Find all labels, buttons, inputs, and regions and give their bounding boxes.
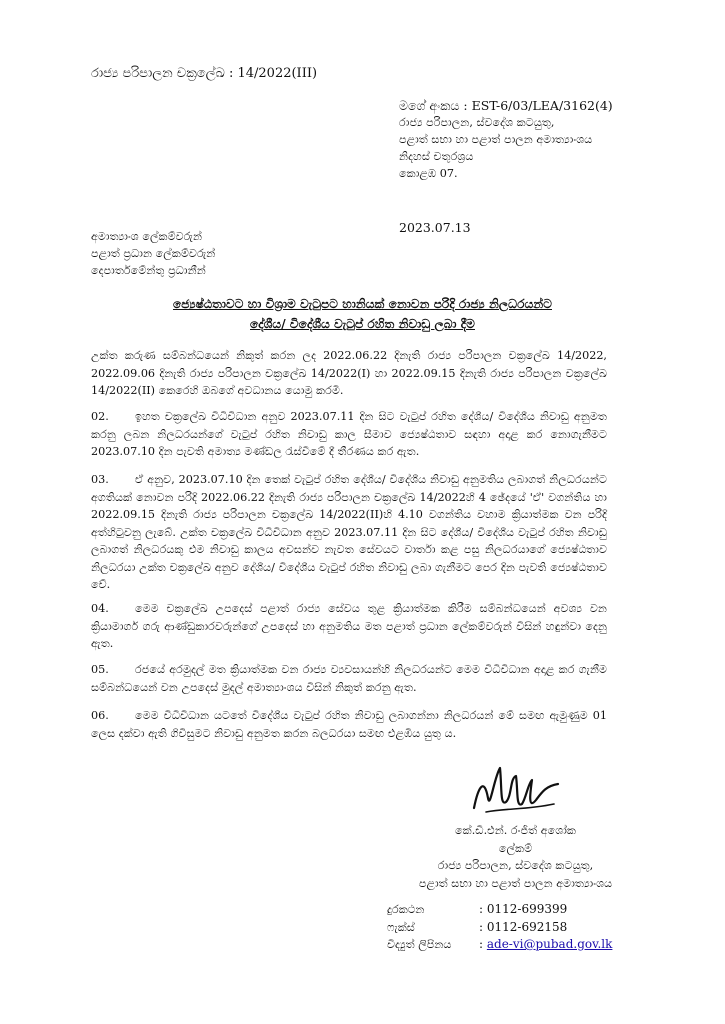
circular-number: රාජ්‍ය පරිපාලන චක්‍රලේඛ : 14/2022(III) <box>91 66 318 81</box>
fax-label: ෆැක්ස් <box>387 920 415 934</box>
paragraph-text: මෙම විධිවිධාන යටතේ විදේශීය වැටුප් රහිත නිවාඩු ලබාගන්නා නිලධරයන් මේ සමඟ ඇමුණුම 01 ලෙස දක්වා ඇති ගිවිසුමට නිවාඩු අනුමත කරන බලධරයා සමඟ එළඹීය යුතු ය. <box>91 709 607 740</box>
paragraph-text: මෙම චක්‍රලේඛ උපදෙස් පළාත් රාජ්‍ය සේවය තුළ ක්‍රියාත්මක කිරීම සම්බන්ධයෙන් අවශ්‍ය වන ක්‍රියාමාර්ග ගරු ආණ්ඩුකාරවරුන්ගේ උපදෙස් හා අනුමතිය මත පළාත් ප්‍රධාන ලේකම්වරුන් විසින් හඳුන්වා දෙනු ඇත. <box>91 602 607 650</box>
email-prefix: : <box>479 937 487 951</box>
title-line-2: දේශීය/ විදේශීය වැටුප් රහිත නිවාඩු ලබා දීම <box>250 317 475 331</box>
title-line-1: ජ්‍යෙෂ්ඨතාවට හා විශ්‍රාම වැටුපට හානියක් නොවන පරිදි රාජ්‍ය නිලධරයන්ට <box>172 297 552 311</box>
address-line-1: නිදහස් චතුරශ්‍රය <box>399 150 474 163</box>
signatory-org-2: පළාත් සභා හා පළාත් පාලන අමාත්‍යාංශය <box>418 876 613 890</box>
reference-block <box>399 97 613 182</box>
paragraph-06 <box>91 707 607 742</box>
address-line-2: කොළඹ 07. <box>399 167 458 180</box>
document-title <box>0 294 725 334</box>
ministry-line-1: රාජ්‍ය පරිපාලන, ස්වදේශ කටයුතු, <box>399 116 555 129</box>
paragraph-number: 02. <box>91 410 109 423</box>
paragraph-text: ඒ අනුව, 2023.07.10 දින තෙක් වැටුප් රහිත දේශීය/ විදේශීය නිවාඩු අනුමතිය ලබාගත් නිලධරයන්ට අගතියක් නොවන පරිදි 2022.06.22 දිනැති රාජ්‍ය පරිපාලන චක්‍රලේඛ 14/2022හි 4 ඡේදයේ 'ඒ' වගන්තිය හා 2022.09.15 දිනැති රාජ්‍ය පරිපාලන චක්‍රලේඛ 14/2022(II)හි 4.10 වගන්තිය වහාම ක්‍රියාත්මක වන පරිදි අත්හිටුවනු ලැබේ. උක්ත චක්‍රලේඛ විධිවිධාන අනුව 2023.07.11 දින සිට දේශීය/ විදේශීය වැටුප් රහිත නිවාඩු ලබාගත් නිලධරයකු එම නිවාඩු කාලය අවසන්ව නැවත සේවයට වාර්තා කළ පසු නිලධරයාගේ ජ්‍යෙෂ්ඨතාව නිලධරයා උක්ත චක්‍රලේඛ අනුව දේශීය/ විදේශීය වැටුප් රහිත නිවාඩු ලබා ගැනීමට පෙර දින පැවති ජ්‍යෙෂ්ඨතාව වේ. <box>91 473 607 591</box>
recipient: අමාත්‍යාංශ ලේකම්වරුන් <box>91 230 203 243</box>
reference-number: මගේ අංකය : EST-6/03/LEA/3162(4) <box>399 98 613 113</box>
letter-date: 2023.07.13 <box>399 220 471 235</box>
paragraph-text: රජයේ අරමුදල් මත ක්‍රියාත්මක වන රාජ්‍ය ව්‍යවසායන්හි නිලධරයන්ට මෙම විධිවිධාන අදාළ කර ගැනීම සම්බන්ධයෙන් වන උපදෙස් මුදල් අමාත්‍යාංශය විසින් නිකුත් කරනු ඇත. <box>91 663 607 694</box>
signatory-org-1: රාජ්‍ය පරිපාලන, ස්වදේශ කටයුතු, <box>437 859 594 872</box>
recipient: දෙපාර්තමේන්තු ප්‍රධානීන් <box>91 264 206 277</box>
paragraph-01 <box>91 347 607 400</box>
paragraph-number: 04. <box>91 602 109 615</box>
paragraph-05 <box>91 661 607 696</box>
paragraph-text: උක්ත කරුණ සම්බන්ධයෙන් නිකුත් කරන ලද 2022.06.22 දිනැති රාජ්‍ය පරිපාලන චක්‍රලේඛ 14/2022, 2022.09.06 දිනැති රාජ්‍ය පරිපාලන චක්‍රලේඛ 14/2022(I) හා 2022.09.15 දිනැති රාජ්‍ය පරිපාලන චක්‍රලේඛ 14/2022(II) කෙරෙහි ඔබගේ අවධානය යොමු කරමි. <box>91 349 607 397</box>
paragraph-02 <box>91 408 607 461</box>
email-label: විද්‍යුත් ලිපිනය <box>387 938 452 951</box>
paragraph-number: 06. <box>91 709 109 722</box>
recipients-list <box>91 228 215 279</box>
email-link[interactable]: ade-vi@pubad.gov.lk <box>486 937 613 951</box>
paragraph-03 <box>91 471 607 594</box>
contact-block <box>387 901 612 954</box>
recipient: පළාත් ප්‍රධාන ලේකම්වරුන් <box>91 247 216 260</box>
phone-row <box>387 901 612 919</box>
ministry-line-2: පළාත් සභා හා පළාත් පාලන අමාත්‍යාංශය <box>399 133 593 146</box>
phone-label: දුරකථන <box>387 903 425 916</box>
signatory-position: ලේකම් <box>498 841 533 855</box>
signatory-block <box>403 822 628 892</box>
paragraph-number: 05. <box>91 663 109 676</box>
email-row <box>387 936 612 954</box>
paragraph-text: ඉහත චක්‍රලේඛ විධිවිධාන අනුව 2023.07.11 දින සිට වැටුප් රහිත දේශීය/ විදේශීය නිවාඩු අනුමත කරනු ලබන නිලධරයන්ගේ වැටුප් රහිත නිවාඩු කාල සීමාව ජ්‍යෙෂ්ඨතාව සඳහා අදාළ කර නොගැනීමට 2023.07.10 දින පැවති අමාත්‍ය මණ්ඩල රැස්වීමේ දී තීරණය කර ඇත. <box>91 410 607 458</box>
signatory-name: කේ.ඩී.එන්. රංජිත් අශෝක <box>455 824 576 837</box>
phone-value: : 0112-699399 <box>479 902 568 916</box>
fax-row <box>387 919 612 937</box>
handwritten-signature <box>466 758 566 820</box>
paragraph-04 <box>91 600 607 653</box>
paragraph-number: 03. <box>91 473 109 486</box>
fax-value: : 0112-692158 <box>479 919 568 934</box>
